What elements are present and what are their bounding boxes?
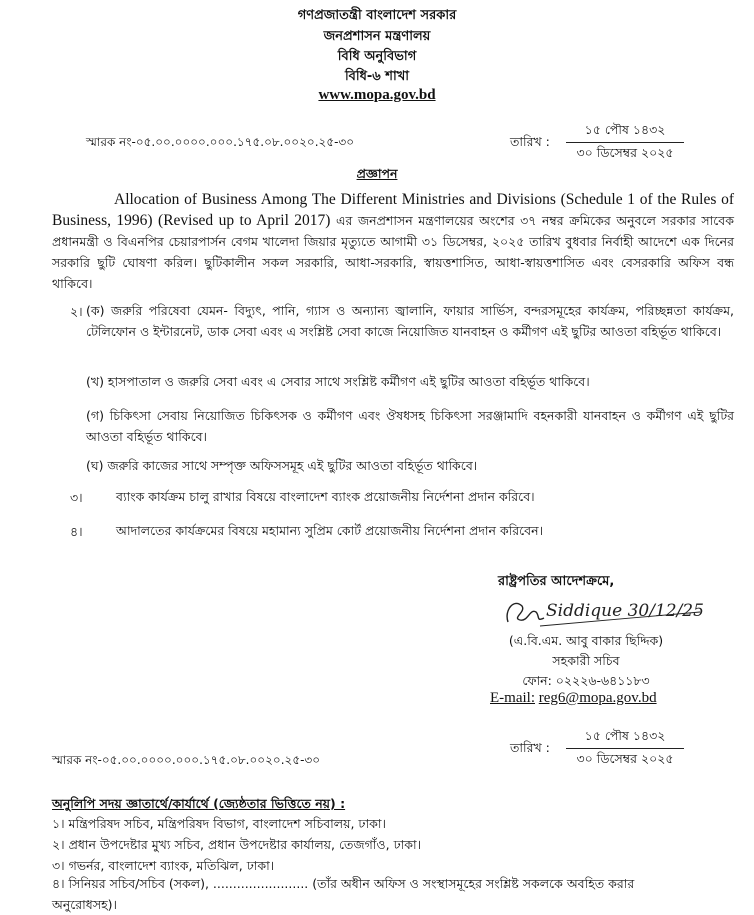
- wing-name: বিধি অনুবিভাগ: [337, 49, 417, 64]
- paragraph-1: [52, 189, 734, 294]
- copy-item: ৩। গভর্নর, বাংলাদেশ ব্যাংক, মতিঝিল, ঢাকা।: [52, 858, 275, 873]
- paragraph-3: ব্যাংক কার্যক্রম চালু রাখার বিষয়ে বাংলাদেশ ব্যাংক প্রয়োজনীয় নির্দেশনা প্রদান করিবে।: [116, 489, 535, 504]
- officer-name: (এ.বি.এম. আবু বাকার ছিদ্দিক): [508, 633, 664, 648]
- copy-item: ৪। সিনিয়র সচিব/সচিব (সকল), ........................ (তাঁর অধীন অফিস ও সংস্থাসমূহের সংশ্লিষ্ট সকলকে অবহিত করার অনুরোধসহ)।: [52, 876, 635, 912]
- order-by-president: রাষ্ট্রপতির আদেশক্রমে,: [498, 574, 615, 589]
- date-gregorian-2: ৩০ ডিসেম্বর ২০২৫: [576, 751, 674, 766]
- paragraph-2c: (গ) চিকিৎসা সেবায় নিয়োজিত চিকিৎসক ও কর্মীগণ এবং ঔষধসহ চিকিৎসা সরঞ্জামাদি বহনকারী যানবাহন ও কর্মীগণ এই ছুটির আওতা বহির্ভূত থাকিবে।: [86, 408, 734, 444]
- copy-item: ২। প্রধান উপদেষ্টার মুখ্য সচিব, প্রধান উপদেষ্টার কার্যালয়, তেজগাঁও, ঢাকা।: [52, 837, 422, 852]
- paragraph-2d: (ঘ) জরুরি কাজের সাথে সম্পৃক্ত অফিসসমূহ এই ছুটির আওতা বহির্ভূত থাকিবে।: [86, 458, 478, 473]
- paragraph-4: আদালতের কার্যক্রমের বিষয়ে মহামান্য সুপ্রিম কোর্ট প্রয়োজনীয় নির্দেশনা প্রদান করিবেন।: [116, 523, 544, 538]
- signature-text: Siddique 30/12/25: [546, 601, 704, 621]
- memo-number: স্মারক নং-০৫.০০.০০০০.০০০.১৭৫.০৮.০০২০.২৫-৩০: [86, 135, 355, 149]
- paragraph-number-3: ৩।: [70, 490, 83, 505]
- copy-list-title: অনুলিপি সদয় জ্ঞাতার্থে/কার্যার্থে (জ্যেষ্ঠতার ভিত্তিতে নয়) :: [52, 796, 346, 811]
- officer-email-row: [490, 690, 657, 707]
- email-label: E-mail:: [490, 690, 535, 706]
- allocation-reference: Allocation of Business Among The Different Ministries and Divisions (Schedule 1 of the Rules of Business, 1996) (Revised up to April 2017): [52, 191, 734, 229]
- notification-title: প্রজ্ঞাপন: [356, 166, 398, 181]
- memo-number-2: স্মারক নং-০৫.০০.০০০০.০০০.১৭৫.০৮.০০২০.২৫-৩০: [52, 753, 321, 767]
- govt-name: গণপ্রজাতন্ত্রী বাংলাদেশ সরকার: [297, 8, 457, 23]
- date-label-2: তারিখ :: [510, 740, 550, 755]
- paragraph-number-2: ২।: [70, 304, 83, 319]
- officer-phone: ফোন: ০২২২৬-৬৪১১৮৩: [522, 673, 650, 688]
- copy-item: ১। মন্ত্রিপরিষদ সচিব, মন্ত্রিপরিষদ বিভাগ, বাংলাদেশ সচিবালয়, ঢাকা।: [52, 816, 386, 831]
- ministry-name: জনপ্রশাসন মন্ত্রণালয়: [323, 29, 431, 44]
- paragraph-number-4: ৪।: [70, 524, 83, 539]
- paragraph-2b: (খ) হাসপাতাল ও জরুরি সেবা এবং এ সেবার সাথে সংশ্লিষ্ট কর্মীগণ এই ছুটির আওতা বহির্ভূত থাকিবে।: [86, 374, 590, 389]
- date-label: তারিখ :: [510, 134, 550, 149]
- website-row: [0, 87, 754, 104]
- officer-designation: সহকারী সচিব: [552, 653, 620, 668]
- date-bengali-2: ১৫ পৌষ ১৪৩২: [566, 728, 684, 749]
- website-link[interactable]: www.mopa.gov.bd: [318, 87, 436, 103]
- section-name: বিধি-৬ শাখা: [344, 69, 410, 84]
- date-gregorian: ৩০ ডিসেম্বর ২০২৫: [576, 145, 674, 160]
- date-bengali: ১৫ পৌষ ১৪৩২: [566, 122, 684, 143]
- paragraph-1-text: এর জনপ্রশাসন মন্ত্রণালয়ের অংশের ৩৭ নম্বর ক্রমিকের অনুবলে সরকার সাবেক প্রধানমন্ত্রী ও বিএনপির চেয়ারপার্সন বেগম খালেদা জিয়ার মৃত্যুতে আগামী ৩১ ডিসেম্বর, ২০২৫ তারিখ বুধবার নির্বাহী আদেশে এক দিনের সরকারি ছুটি ঘোষণা করিল। ছুটিকালীন সকল সরকারি, আধা-সরকারি, স্বায়ত্তশাসিত, আধা-স্বায়ত্তশাসিত এবং বেসরকারি অফিস বন্ধ থাকিবে।: [52, 213, 734, 291]
- email-link[interactable]: reg6@mopa.gov.bd: [538, 690, 657, 706]
- handwritten-signature: [500, 590, 710, 634]
- paragraph-2a: (ক) জরুরি পরিষেবা যেমন- বিদ্যুৎ, পানি, গ্যাস ও অন্যান্য জ্বালানি, ফায়ার সার্ভিস, বন্দরসমূহের কার্যক্রম, পরিচ্ছন্নতা কার্যক্রম, টেলিফোন ও ইন্টারনেট, ডাক সেবা এবং এ সংশ্লিষ্ট সেবা কাজে নিয়োজিত যানবাহন ও কর্মীগণ এই ছুটির আওতা বহির্ভূত থাকিবে।: [86, 303, 734, 339]
